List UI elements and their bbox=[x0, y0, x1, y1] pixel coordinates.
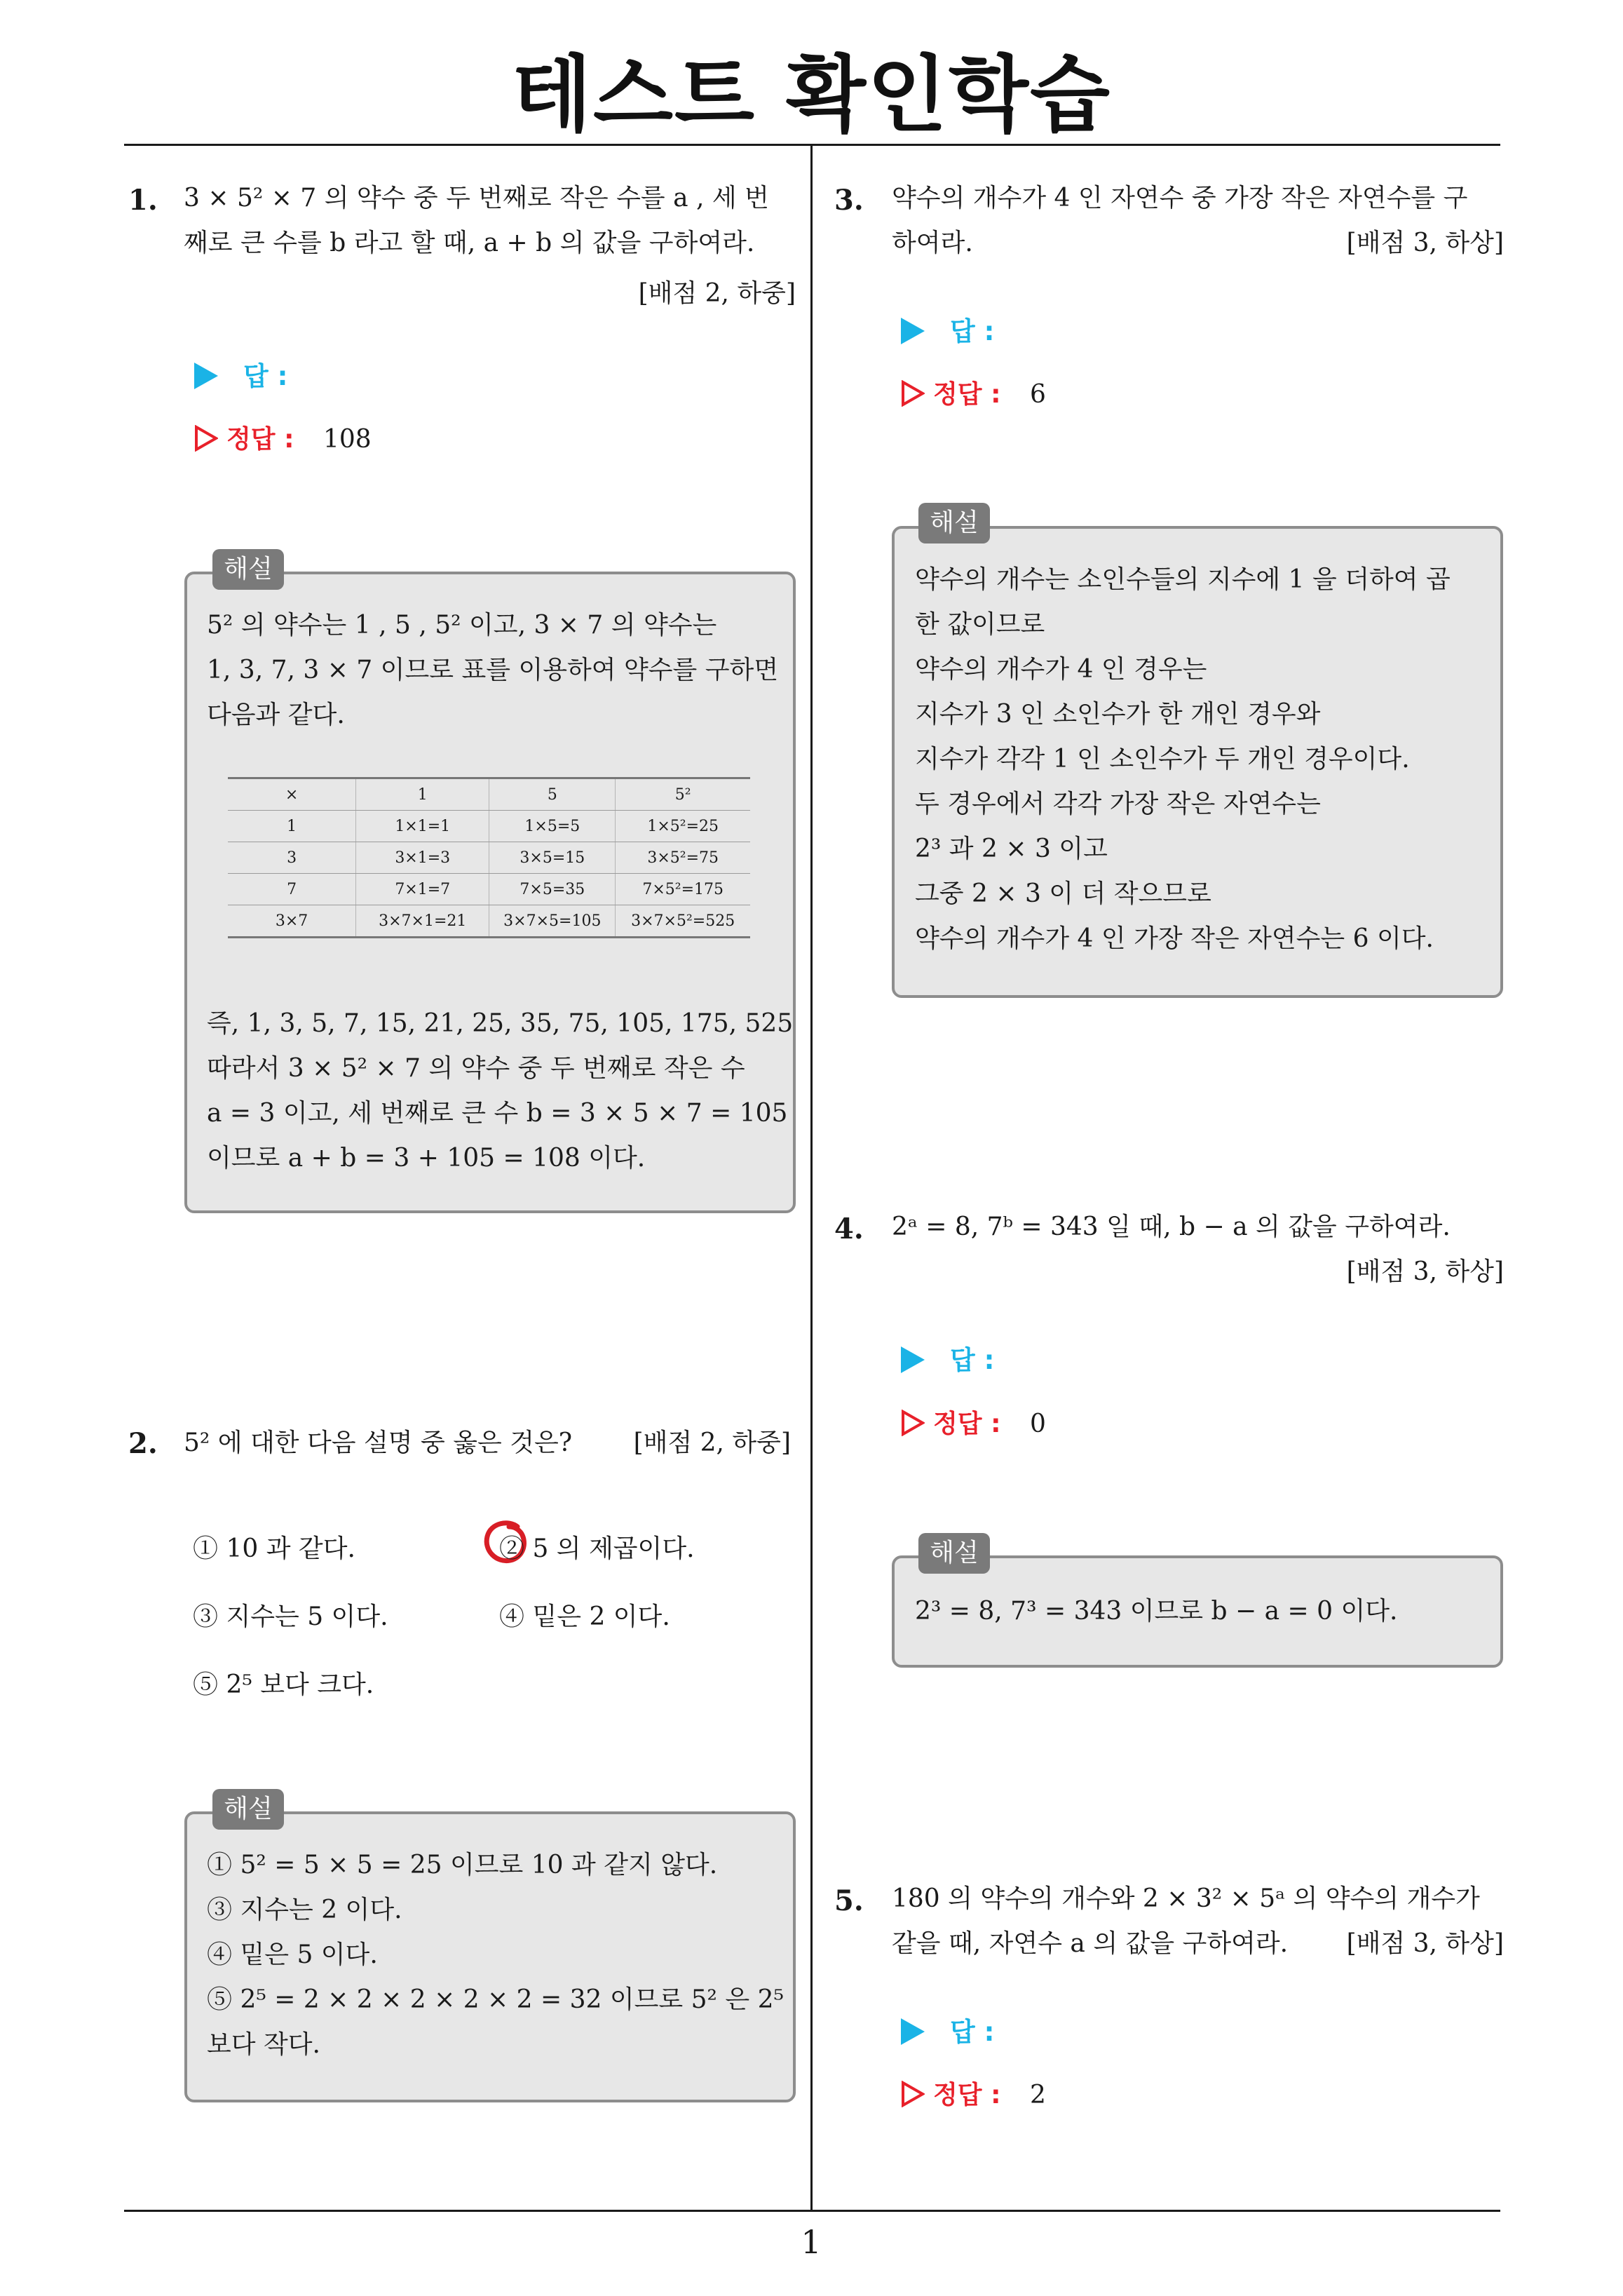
question-text-line: 5² 에 대한 다음 설명 중 옳은 것은? bbox=[184, 1429, 573, 1457]
explanation-line: ③ 지수는 2 이다. bbox=[207, 1896, 402, 1924]
answer-label: 답 : bbox=[901, 2011, 994, 2048]
divisor-table bbox=[228, 777, 750, 938]
correct-answer-value: 6 bbox=[1029, 380, 1046, 409]
score-label: [배점 3, 하상] bbox=[1346, 1929, 1504, 1958]
page-title: 테스트 확인학습 bbox=[512, 46, 1111, 143]
outline-triangle-icon bbox=[901, 1410, 925, 1436]
table-row bbox=[228, 842, 750, 874]
explanation-line: 약수의 개수가 4 인 경우는 bbox=[915, 655, 1207, 684]
table-cell: 1×1=1 bbox=[356, 811, 489, 842]
explanation-line: 약수의 개수가 4 인 가장 작은 자연수는 6 이다. bbox=[915, 924, 1434, 953]
column-divider bbox=[810, 144, 813, 2211]
correct-answer: 정답 : 2 bbox=[901, 2075, 1046, 2111]
table-cell: 1×5=5 bbox=[489, 811, 616, 842]
explanation-line: 2³ = 8, 7³ = 343 이므로 b − a = 0 이다. bbox=[915, 1597, 1398, 1626]
explanation-line: a = 3 이고, 세 번째로 큰 수 b = 3 × 5 × 7 = 105 bbox=[207, 1099, 788, 1128]
explanation-line: 5² 의 약수는 1 , 5 , 5² 이고, 3 × 7 의 약수는 bbox=[207, 611, 717, 640]
table-row bbox=[228, 811, 750, 842]
question-text-line: 같을 때, 자연수 a 의 값을 구하여라. bbox=[892, 1929, 1289, 1958]
explanation-line: 두 경우에서 각각 가장 작은 자연수는 bbox=[915, 790, 1321, 818]
explanation-text bbox=[915, 558, 1451, 961]
table-cell: 5² bbox=[616, 778, 750, 811]
table-cell: 7 bbox=[228, 874, 356, 905]
outline-triangle-icon bbox=[901, 380, 925, 407]
explanation-line: 즉, 1, 3, 5, 7, 15, 21, 25, 35, 75, 105, 175, 525 bbox=[207, 1009, 794, 1038]
answer-triangle-icon bbox=[901, 2018, 925, 2045]
correct-answer: 정답 : 0 bbox=[901, 1404, 1046, 1440]
score-label: [배점 3, 하상] bbox=[1346, 229, 1504, 257]
explanation-tag: 해설 bbox=[918, 1533, 990, 1574]
question-text-line: 3 × 5² × 7 의 약수 중 두 번째로 작은 수를 a , 세 번 bbox=[184, 184, 769, 212]
table-row bbox=[228, 874, 750, 905]
table-cell: 7×5²=175 bbox=[616, 874, 750, 905]
explanation-tag: 해설 bbox=[212, 1789, 284, 1830]
table-row bbox=[228, 905, 750, 938]
explanation-line: ⑤ 2⁵ = 2 × 2 × 2 × 2 × 2 = 32 이므로 5² 은 2⁵ bbox=[207, 1985, 784, 2014]
choice-5[interactable]: ⑤ 2⁵ 보다 크다. bbox=[193, 1670, 374, 1699]
explanation-line: 다음과 같다. bbox=[207, 701, 345, 729]
table-cell: 3×5=15 bbox=[489, 842, 616, 874]
explanation-line: 그중 2 × 3 이 더 작으므로 bbox=[915, 879, 1211, 908]
answer-label: 답 : bbox=[901, 310, 994, 348]
table-cell: 3×7×1=21 bbox=[356, 905, 489, 938]
correct-answer-value: 2 bbox=[1029, 2081, 1046, 2109]
answer-triangle-icon bbox=[194, 363, 218, 389]
explanation-line: 따라서 3 × 5² × 7 의 약수 중 두 번째로 작은 수 bbox=[207, 1054, 745, 1083]
question-text-line: 하여라. bbox=[892, 229, 973, 257]
correct-answer: 정답 : 6 bbox=[901, 374, 1046, 410]
question-number: 3. bbox=[834, 184, 864, 217]
explanation-line: 보다 작다. bbox=[207, 2030, 320, 2059]
score-label: [배점 2, 하중] bbox=[633, 1429, 791, 1457]
explanation-line: 약수의 개수는 소인수들의 지수에 1 을 더하여 곱 bbox=[915, 565, 1451, 594]
page-number: 1 bbox=[801, 2223, 822, 2261]
answer-label: 답 : bbox=[194, 355, 287, 393]
table-cell: 1 bbox=[228, 811, 356, 842]
explanation-tag: 해설 bbox=[212, 549, 284, 590]
bottom-divider bbox=[124, 2210, 1500, 2212]
question-number: 2. bbox=[128, 1427, 158, 1460]
score-label: [배점 2, 하중] bbox=[638, 279, 796, 308]
explanation-line: 2³ 과 2 × 3 이고 bbox=[915, 835, 1108, 863]
table-cell: 7×5=35 bbox=[489, 874, 616, 905]
table-cell: 5 bbox=[489, 778, 616, 811]
correct-answer: 정답 : 108 bbox=[194, 419, 372, 455]
table-cell: 1×5²=25 bbox=[616, 811, 750, 842]
answer-label: 답 : bbox=[901, 1339, 994, 1377]
table-cell: 3×7×5²=525 bbox=[616, 905, 750, 938]
choice-4[interactable]: ④ 밑은 2 이다. bbox=[499, 1602, 670, 1631]
correct-answer-value: 0 bbox=[1029, 1410, 1046, 1438]
explanation-line: 이므로 a + b = 3 + 105 = 108 이다. bbox=[207, 1144, 646, 1173]
explanation-line: 지수가 각각 1 인 소인수가 두 개인 경우이다. bbox=[915, 745, 1410, 774]
table-cell: 3×7×5=105 bbox=[489, 905, 616, 938]
explanation-text bbox=[207, 1001, 793, 1181]
table-cell: 7×1=7 bbox=[356, 874, 489, 905]
explanation-tag: 해설 bbox=[918, 503, 990, 543]
explanation-line: 한 값이므로 bbox=[915, 610, 1045, 639]
explanation-text bbox=[207, 603, 778, 738]
table-row bbox=[228, 778, 750, 811]
question-text-line: 약수의 개수가 4 인 자연수 중 가장 작은 자연수를 구 bbox=[892, 184, 1468, 212]
answer-triangle-icon bbox=[901, 1346, 925, 1373]
explanation-line: 1, 3, 7, 3 × 7 이므로 표를 이용하여 약수를 구하면 bbox=[207, 656, 779, 684]
outline-triangle-icon bbox=[901, 2081, 925, 2107]
explanation-text bbox=[207, 1843, 784, 2067]
choice-2[interactable]: ② 5 의 제곱이다. bbox=[499, 1534, 695, 1563]
explanation-line: ④ 밑은 5 이다. bbox=[207, 1940, 378, 1969]
question-number: 1. bbox=[128, 184, 158, 217]
table-cell: 3 bbox=[228, 842, 356, 874]
choice-1[interactable]: ① 10 과 같다. bbox=[193, 1534, 355, 1563]
question-text-line: 180 의 약수의 개수와 2 × 3² × 5ᵃ 의 약수의 개수가 bbox=[892, 1884, 1480, 1913]
outline-triangle-icon bbox=[194, 425, 218, 452]
answer-triangle-icon bbox=[901, 318, 925, 344]
question-text-line: 2ᵃ = 8, 7ᵇ = 343 일 때, b − a 의 값을 구하여라. bbox=[892, 1213, 1451, 1241]
question-number: 5. bbox=[834, 1884, 864, 1917]
table-cell: 1 bbox=[356, 778, 489, 811]
score-label: [배점 3, 하상] bbox=[1346, 1257, 1504, 1286]
question-number: 4. bbox=[834, 1213, 864, 1245]
question-text-line: 째로 큰 수를 b 라고 할 때, a + b 의 값을 구하여라. bbox=[184, 229, 755, 257]
table-cell: × bbox=[228, 778, 356, 811]
table-cell: 3×7 bbox=[228, 905, 356, 938]
correct-answer-value: 108 bbox=[322, 425, 372, 454]
choice-3[interactable]: ③ 지수는 5 이다. bbox=[193, 1602, 388, 1631]
table-cell: 3×5²=75 bbox=[616, 842, 750, 874]
explanation-line: 지수가 3 인 소인수가 한 개인 경우와 bbox=[915, 700, 1321, 729]
table-cell: 3×1=3 bbox=[356, 842, 489, 874]
explanation-line: ① 5² = 5 × 5 = 25 이므로 10 과 같지 않다. bbox=[207, 1851, 718, 1879]
